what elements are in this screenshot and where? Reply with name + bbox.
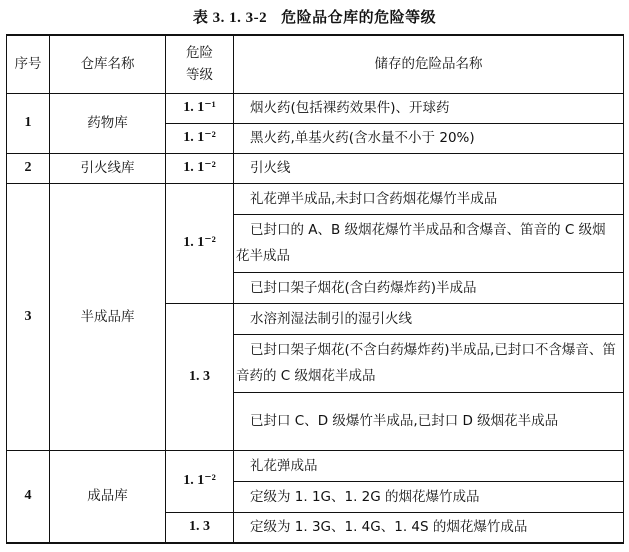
header-grade-line2: 等级 [186, 67, 213, 84]
row3-seq: 3 [7, 183, 50, 450]
table-number: 表 3. 1. 3-2 [192, 10, 268, 26]
row2-grade-1: 1. 1⁻² [166, 153, 234, 183]
row3-item-1: 礼花弹半成品,未封口含药烟花爆竹半成品 [234, 183, 624, 214]
row3-item-6: 已封口 C、D 级爆竹半成品,已封口 D 级烟花半成品 [234, 392, 624, 450]
header-row [7, 35, 624, 93]
row3-item-4: 水溶剂湿法制引的湿引火线 [234, 303, 624, 334]
table-row [7, 93, 624, 123]
row1-item-2: 黑火药,单基火药(含水量不小于 20%) [234, 123, 624, 153]
header-warehouse: 仓库名称 [50, 35, 166, 93]
row3-item-2: 已封口的 A、B 级烟花爆竹半成品和含爆音、笛音的 C 级烟花半成品 [234, 214, 624, 272]
row3-grade-2: 1. 3 [166, 303, 234, 450]
header-grade-line1: 危险 [186, 45, 213, 62]
table-row [7, 153, 624, 183]
row1-item-1: 烟火药(包括裸药效果件)、开球药 [234, 93, 624, 123]
row1-grade-1: 1. 1⁻¹ [166, 93, 234, 123]
row2-seq: 2 [7, 153, 50, 183]
row4-grade-2: 1. 3 [166, 512, 234, 543]
row2-warehouse: 引火线库 [50, 153, 166, 183]
row1-seq: 1 [7, 93, 50, 153]
header-grade [166, 35, 234, 93]
header-seq: 序号 [7, 35, 50, 93]
row4-grade-1: 1. 1⁻² [166, 450, 234, 512]
hazard-grade-table [6, 34, 624, 544]
row4-item-2: 定级为 1. 1G、1. 2G 的烟花爆竹成品 [234, 481, 624, 512]
row4-seq: 4 [7, 450, 50, 543]
row3-grade-1: 1. 1⁻² [166, 183, 234, 303]
table-title [0, 6, 629, 27]
row4-item-3: 定级为 1. 3G、1. 4G、1. 4S 的烟花爆竹成品 [234, 512, 624, 543]
row4-item-1: 礼花弹成品 [234, 450, 624, 481]
header-items: 储存的危险品名称 [234, 35, 624, 93]
table-row [7, 450, 624, 481]
table-row [7, 183, 624, 214]
row3-warehouse: 半成品库 [50, 183, 166, 450]
row3-item-3: 已封口架子烟花(含白药爆炸药)半成品 [234, 272, 624, 303]
table-title-text: 危险品仓库的危险等级 [281, 8, 437, 26]
row4-warehouse: 成品库 [50, 450, 166, 543]
row3-item-5: 已封口架子烟花(不含白药爆炸药)半成品,已封口不含爆音、笛音药的 C 级烟花半成品 [234, 334, 624, 392]
row1-warehouse: 药物库 [50, 93, 166, 153]
row1-grade-2: 1. 1⁻² [166, 123, 234, 153]
row2-item-1: 引火线 [234, 153, 624, 183]
